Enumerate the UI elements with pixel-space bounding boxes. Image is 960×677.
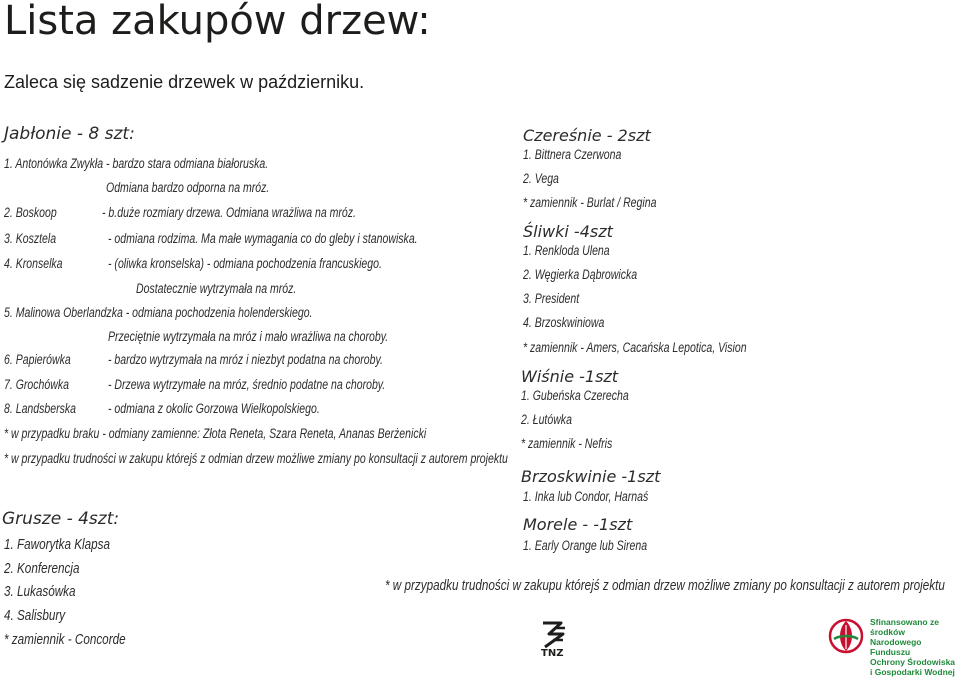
apples-note-substitutes: * w przypadku braku - odmiany zamienne: Złota Reneta, Szara Reneta, Ananas Berżenicki	[4, 426, 427, 441]
plum-item-2: 2. Węgierka Dąbrowicka	[523, 267, 638, 282]
peaches-heading: Brzoskwinie -1szt	[521, 467, 661, 486]
footer-note: * w przypadku trudności w zakupu którejś z odmian drzew możliwe zmiany po konsultacji z autorem projektu	[385, 577, 945, 594]
pear-substitute: * zamiennik - Concorde	[4, 631, 126, 648]
apple-row-7-desc: - Drzewa wytrzymałe na mróz, średnio podatne na choroby.	[108, 377, 386, 392]
apple-row-2-desc: - b.duże rozmiary drzewa. Odmiana wrażliwa na mróz.	[102, 205, 356, 220]
nfosigw-line-2: Narodowego Funduszu	[870, 637, 922, 657]
pears-heading: Grusze - 4szt:	[2, 509, 120, 529]
nfosigw-line-4: i Gospodarki Wodnej	[870, 667, 955, 677]
plums-heading: Śliwki -4szt	[523, 222, 613, 241]
page-subtitle: Zaleca się sadzenie drzewek w październiku.	[4, 72, 365, 92]
apple-row-3-desc: - odmiana rodzima. Ma małe wymagania co do gleby i stanowiska.	[108, 231, 418, 246]
apple-row-1: 1. Antonówka Zwykła - bardzo stara odmiana białoruska.	[4, 156, 269, 171]
cherry-substitute: * zamiennik - Burlat / Regina	[523, 195, 657, 210]
pear-item-2: 2. Konferencja	[4, 560, 80, 577]
plum-item-4: 4. Brzoskwiniowa	[523, 315, 605, 330]
apricots-heading: Morele - -1szt	[523, 515, 633, 534]
apple-row-7: 7. Grochówka	[4, 377, 69, 392]
apricot-item-1: 1. Early Orange lub Sirena	[523, 538, 648, 553]
apple-row-2: 2. Boskoop	[4, 205, 57, 220]
sour-cherry-item-2: 2. Łutówka	[521, 412, 572, 427]
nfosigw-emblem	[828, 617, 864, 655]
apple-row-6-desc: - bardzo wytrzymała na mróz i niezbyt podatna na choroby.	[108, 352, 383, 367]
apple-row-4: 4. Kronselka	[4, 256, 63, 271]
apple-row-5: 5. Malinowa Oberlandzka - odmiana pochodzenia holenderskiego.	[4, 305, 313, 320]
page-title: Lista zakupów drzew:	[4, 0, 431, 44]
cherries-heading: Czereśnie - 2szt	[523, 126, 651, 145]
apple-row-3: 3. Kosztela	[4, 231, 57, 246]
plum-item-3: 3. President	[523, 291, 580, 306]
cherry-item-1: 1. Bittnera Czerwona	[523, 147, 622, 162]
nfosigw-text	[870, 617, 960, 677]
pear-item-4: 4. Salisbury	[4, 607, 66, 624]
sour-cherry-item-1: 1. Gubeńska Czerecha	[521, 388, 629, 403]
apples-note-consultation: * w przypadku trudności w zakupu którejś z odmian drzew możliwe zmiany po konsultacji z autorem projektu	[4, 451, 508, 466]
tnz-emblem-icon	[535, 620, 575, 650]
peach-item-1: 1. Inka lub Condor, Harnaś	[523, 489, 649, 504]
apple-row-4-cont: Dostatecznie wytrzymała na mróz.	[136, 281, 297, 296]
apple-row-4-desc: - (oliwka kronselska) - odmiana pochodzenia francuskiego.	[108, 256, 382, 271]
tnz-logo-text: TNZ	[541, 648, 564, 659]
leaf-emblem-icon	[828, 617, 864, 655]
apple-row-8-desc: - odmiana z okolic Gorzowa Wielkopolskiego.	[108, 401, 320, 416]
apple-row-5-cont: Przeciętnie wytrzymała na mróz i mało wrażliwa na choroby.	[108, 329, 389, 344]
nfosigw-line-3: Ochrony Środowiska	[870, 657, 956, 667]
tnz-logo	[535, 620, 575, 660]
sour-cherries-heading: Wiśnie -1szt	[521, 367, 619, 386]
apple-row-8: 8. Landsberska	[4, 401, 77, 416]
apple-row-1-cont: Odmiana bardzo odporna na mróz.	[106, 180, 270, 195]
plum-substitute: * zamiennik - Amers, Cacańska Lepotica, Vision	[523, 340, 747, 355]
apples-heading: Jabłonie - 8 szt:	[4, 124, 135, 144]
plum-item-1: 1. Renkloda Ulena	[523, 243, 610, 258]
apple-row-6: 6. Papierówka	[4, 352, 71, 367]
sour-cherry-substitute: * zamiennik - Nefris	[521, 436, 613, 451]
pear-item-3: 3. Lukasówka	[4, 583, 76, 600]
pear-item-1: 1. Faworytka Klapsa	[4, 536, 111, 553]
cherry-item-2: 2. Vega	[523, 171, 559, 186]
nfosigw-line-1: Sfinansowano ze środków	[870, 617, 939, 637]
